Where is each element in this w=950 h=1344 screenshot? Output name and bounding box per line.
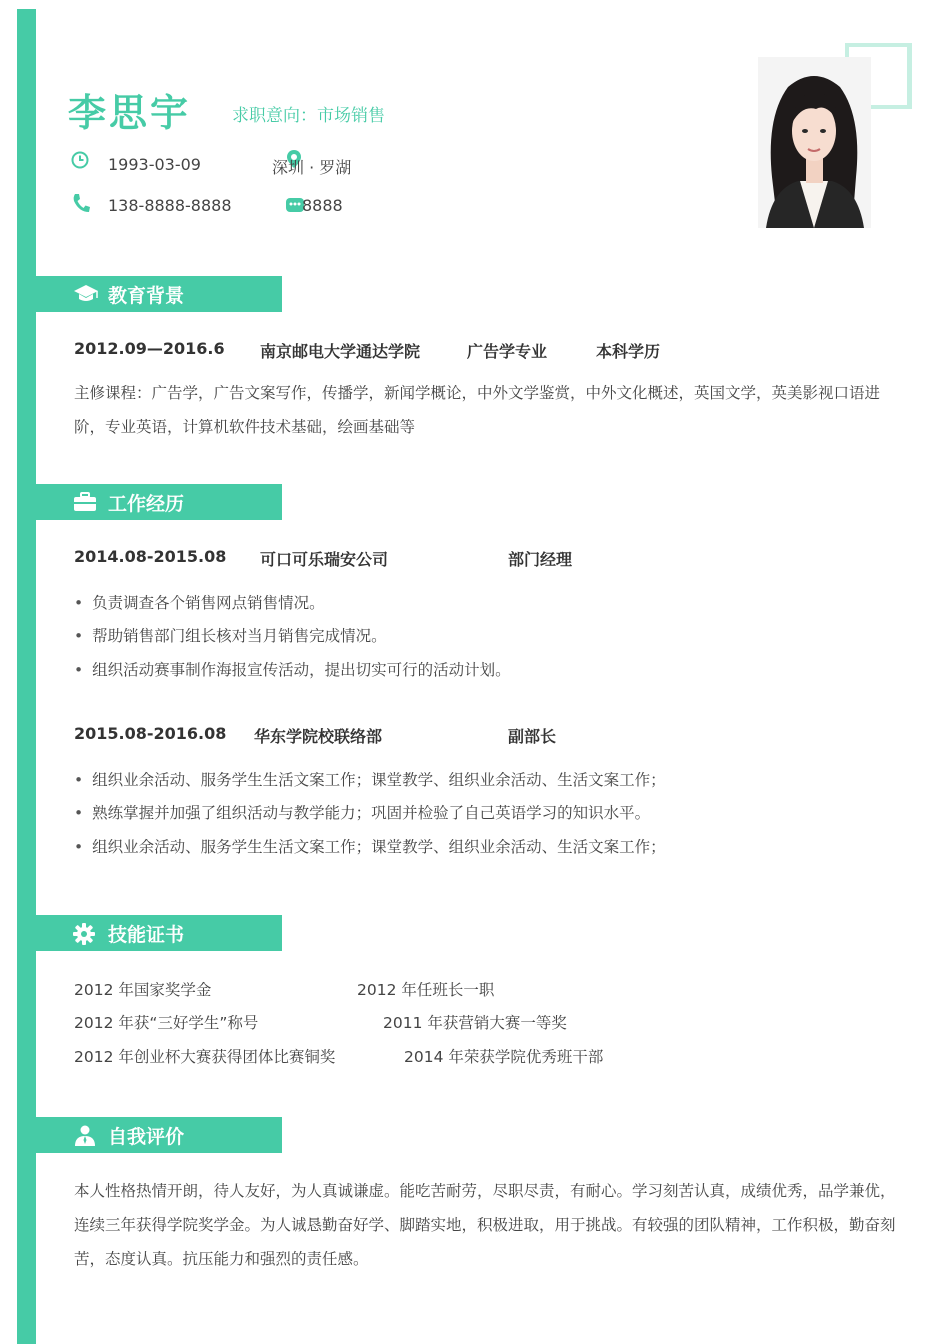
- education-school: 南京邮电大学通达学院: [260, 342, 421, 361]
- gear-icon: [73, 923, 95, 949]
- section-header-self: [36, 1117, 282, 1153]
- section-title-self: 自我评价: [108, 1126, 185, 1148]
- wechat-value: 8888: [302, 196, 343, 215]
- education-period: 2012.09—2016.6: [74, 339, 225, 358]
- job-intent: 求职意向：市场销售: [232, 106, 385, 126]
- work-bullet: • 帮助销售部门组长核对当月销售完成情况。: [74, 624, 387, 646]
- work-company: 华东学院校联络部: [254, 727, 383, 746]
- graduation-cap-icon: [73, 284, 99, 308]
- phone-value: 138-8888-8888: [108, 196, 232, 215]
- work-bullet: • 负责调查各个销售网点销售情况。: [74, 591, 325, 613]
- location-value: 深圳 · 罗湖: [272, 158, 352, 177]
- left-accent-bar: [17, 9, 36, 1344]
- user-icon: [73, 1125, 97, 1151]
- profile-photo: [758, 57, 871, 228]
- section-header-skills: [36, 915, 282, 951]
- work-bullet: • 组织业余活动、服务学生生活文案工作；课堂教学、组织业余活动、生活文案工作；: [74, 768, 666, 790]
- self-evaluation-text: 本人性格热情开朗，待人友好，为人真诚谦虚。能吃苦耐劳，尽职尽责，有耐心。学习刻苦认真，成绩优秀，品学兼优，连续三年获得学院奖学金。为人诚恳勤奋好学、脚踏实地，积极进取，用于挑战。有较强的团队精神，工作积极，勤奋刻苦，态度认真。抗压能力和强烈的责任感。: [74, 1182, 896, 1268]
- certificate-item: 2012 年国家奖学金: [74, 981, 212, 999]
- clock-icon: [71, 151, 89, 173]
- birthday-value: 1993-03-09: [108, 155, 201, 174]
- section-title-education: 教育背景: [108, 285, 185, 307]
- work-company: 可口可乐瑞安公司: [260, 550, 389, 569]
- work-role: 部门经理: [508, 550, 573, 569]
- certificate-item: 2011 年获营销大赛一等奖: [383, 1014, 567, 1032]
- education-degree: 本科学历: [596, 342, 661, 361]
- work-role: 副部长: [508, 727, 557, 746]
- work-period: 2014.08-2015.08: [74, 547, 227, 566]
- section-title-skills: 技能证书: [108, 924, 185, 946]
- education-major: 广告学专业: [467, 342, 548, 361]
- work-period: 2015.08-2016.08: [74, 724, 227, 743]
- section-header-work: [36, 484, 282, 520]
- education-courses: 主修课程：广告学，广告文案写作，传播学，新闻学概论，中外文学鉴赏，中外文化概述，英国文学，英美影视口语进阶，专业英语，计算机软件技术基础，绘画基础等: [74, 384, 881, 436]
- certificate-item: 2012 年获“三好学生”称号: [74, 1014, 259, 1032]
- section-header-education: [36, 276, 282, 312]
- work-bullet: • 熟练掌握并加强了组织活动与教学能力；巩固并检验了自己英语学习的知识水平。: [74, 801, 650, 823]
- certificate-item: 2012 年创业杯大赛获得团体比赛铜奖: [74, 1048, 336, 1066]
- certificate-item: 2012 年任班长一职: [357, 981, 495, 999]
- work-bullet: • 组织业余活动、服务学生生活文案工作；课堂教学、组织业余活动、生活文案工作；: [74, 835, 666, 857]
- phone-icon: [72, 193, 90, 217]
- candidate-name: 李思宇: [68, 91, 192, 135]
- certificate-item: 2014 年荣获学院优秀班干部: [404, 1048, 604, 1066]
- section-title-work: 工作经历: [108, 493, 185, 515]
- briefcase-icon: [73, 492, 97, 516]
- work-bullet: • 组织活动赛事制作海报宣传活动，提出切实可行的活动计划。: [74, 658, 511, 680]
